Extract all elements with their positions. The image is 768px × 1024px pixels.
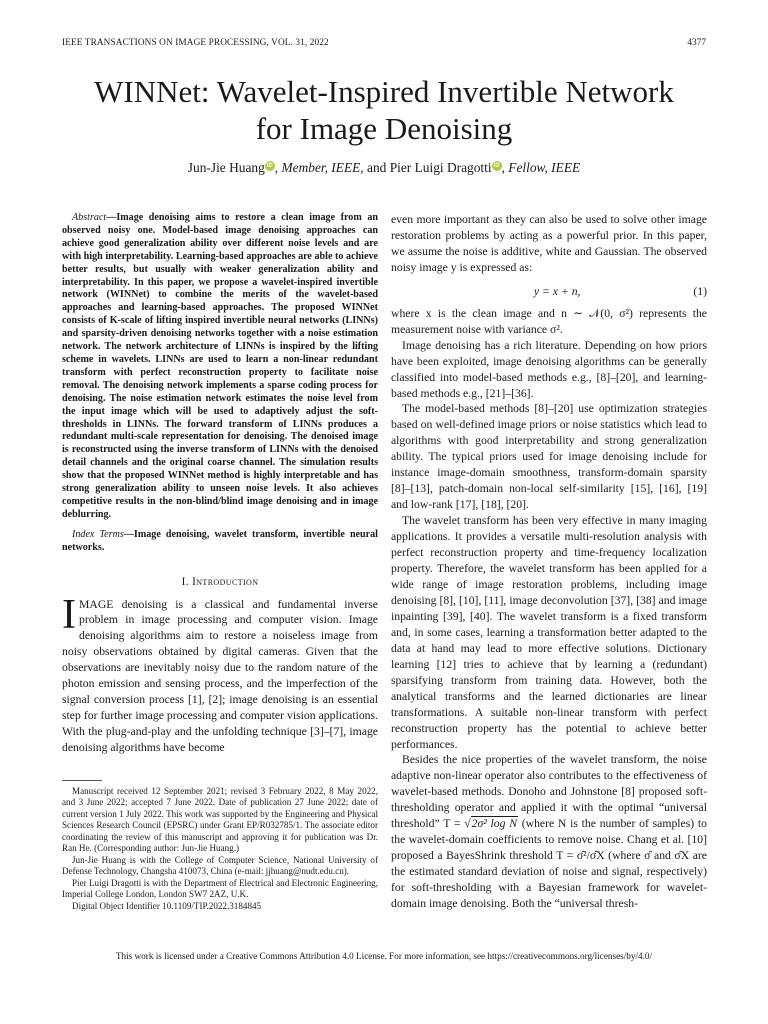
abstract-label: Abstract (72, 212, 107, 223)
index-terms-text: Image denoising, wavelet transform, invertible neural networks. (62, 528, 378, 553)
section-title: Introduction (192, 575, 259, 588)
title-line-1: WINNet: Wavelet-Inspired Invertible Network (94, 74, 674, 109)
left-column (62, 212, 378, 756)
footnotes (62, 786, 378, 912)
footnote-rule (62, 780, 102, 781)
body-paragraph-6-a: Besides the nice properties of the wavelet transform, the noise adaptive non-linear operator also contributes to the effectiveness of wavelet-based methods. Donoho and Johnstone [8] proposed soft-thresholding operator and applied it with the optimal “universal threshold” T = (391, 753, 707, 831)
equation-number: (1) (693, 284, 707, 298)
running-header-journal: IEEE TRANSACTIONS ON IMAGE PROCESSING, VOL. 31, 2022 (62, 38, 329, 48)
body-paragraph-5: The wavelet transform has been very effective in many imaging applications. It provides a versatile multi-resolution analysis with perfect reconstruction property and time-frequency localization property. Therefore, the wavelet transform has been applied for a wide range of image restoration problems, including image denoising [8], [10], [11], image deconvolution [37], [38] and image inpainting [39], [40]. The wavelet transform is a fixed transform and, in some cases, learning a transformation better adapted to the data at hand may lead to more effective solutions. Dictionary learning [12] tries to achieve that by learning a (redundant) sparsifying transform from training data. However, both the analytical transforms and the learned dictionaries are linear transformations. A suitable non-linear transform with perfect reconstruction property has the potential to achieve better performances. (391, 514, 707, 751)
body-paragraph-3: Image denoising has a rich literature. Depending on how priors have been exploited, image denoising algorithms can be generally classified into model-based methods e.g., [8]–[20], and learning-based methods e.g., [21]–[36]. (391, 338, 707, 400)
abstract: Abstract—Image denoising aims to restore a clean image from an observed noisy one. Model-based image denoising approaches can achieve good generalization ability over different noise levels and are with high interpretability. Learning-based approaches are able to achieve better results, but usually with weaker generalization ability and interpretability. In this paper, we propose a wavelet-inspired invertible network (WINNet) to combine the merits of the wavelet-based approaches and learning-based approaches. The proposed WINNet consists of K-scale of lifting inspired invertible neural networks (LINNs) and sparsity-driven denoising networks together with a noise estimation network. The network architecture of LINNs is inspired by the lifting scheme in wavelets. LINNs are used to learn a non-linear redundant transform with perfect reconstruction property to facilitate noise removal. The denoising network implements a sparse coding process for denoising. The noise estimation network estimates the noise level from the input image which will be used to adaptively adjust the soft-thresholds in LINNs. The forward transform of LINNs produces a redundant multi-scale representation for denoising. The denoised image is reconstructed using the inverse transform of LINNs with the denoised detail channels and the original coarse channel. The simulation results show that the proposed WINNet method is highly interpretable and has strong generalization ability to unseen noise levels. It also achieves competitive results in the non-blind/blind image denoising and in image deblurring. (62, 212, 378, 520)
author-1-name: Jun-Jie Huang (187, 160, 265, 175)
footnote-manuscript: Manuscript received 12 September 2021; revised 3 February 2022, 8 May 2022, and 3 June 2022; accepted 7 June 2022. Date of publication 27 June 2022; date of current version 1 July 2022. This work was supported by the Engineering and Physical Sciences Research Council (EPSRC) under Grant EP/R032785/1. The associate editor coordinating the review of this manuscript and approving it for publication was Dr. Ran He. (Corresponding author: Jun-Jie Huang.) (62, 786, 378, 854)
paper-title (0, 73, 768, 147)
index-terms-label: Index Terms (72, 528, 124, 540)
author-1-role: , Member, IEEE, (274, 160, 364, 175)
author-2-role: , Fellow, IEEE (501, 160, 581, 175)
index-terms: Index Terms—Image denoising, wavelet transform, invertible neural networks. (62, 528, 378, 553)
title-line-2: for Image Denoising (255, 111, 513, 146)
right-column (391, 212, 707, 912)
body-paragraph-4: The model-based methods [8]–[20] use optimization strategies based on well-defined image priors or noise statistics which lead to algorithms with good interpretability and strong generalization ability. The typical priors used for image denoising include for instance image-domain smoothness, transform-domain sparsity [8]–[13], patch-domain non-local self-similarity [15], [16], [19] and low-rank [17], [18], [20]. (391, 402, 707, 512)
orcid-icon[interactable]: iD (493, 162, 500, 169)
body-paragraph-2: where x is the clean image and n ∼ 𝒩(0, σ²) represents the measurement noise with variance σ². (391, 306, 707, 336)
footnote-doi: Digital Object Identifier 10.1109/TIP.2022.3184845 (72, 900, 262, 911)
author-separator: and (363, 160, 390, 175)
page-number: 4377 (687, 38, 706, 48)
author-line (0, 160, 768, 176)
section-number: I. (181, 575, 193, 588)
footnote-author-1: Jun-Jie Huang is with the College of Computer Science, National University of Defense Technology, Changsha 410073, China (e-mail: jjhuang@nudt.edu.cn). (62, 854, 378, 877)
equation-1 (391, 284, 707, 300)
intro-paragraph (62, 591, 378, 757)
license-notice: This work is licensed under a Creative Commons Attribution 4.0 License. For more information, see https://creativecommons.org/licenses/by/4.0/ (115, 951, 653, 961)
orcid-icon[interactable]: iD (266, 162, 273, 169)
equation-body: y = x + n, (533, 284, 581, 298)
body-paragraph-1: even more important as they can also be used to solve other image restoration problems by acting as a powerful prior. In this paper, we assume the noise is additive, white and Gaussian. The observed noisy image y is expressed as: (391, 213, 707, 274)
section-heading (62, 575, 378, 591)
footnote-author-2: Pier Luigi Dragotti is with the Department of Electrical and Electronic Engineering, Imperial College London, London SW7 2AZ, U.K. (62, 877, 378, 900)
abstract-text: Image denoising aims to restore a clean image from an observed noisy one. Model-based image denoising approaches can achieve good generalization ability over different noise levels and are with high interpretability. Learning-based approaches are able to achieve better results, but usually with weaker generalization ability and interpretability. In this paper, we propose a wavelet-inspired invertible network (WINNet) to combine the merits of the wavelet-based approaches and learning-based approaches. The proposed WINNet consists of K-scale of lifting inspired invertible neural networks (LINNs) and sparsity-driven denoising networks together with a noise estimation network. The network architecture of LINNs is inspired by the lifting scheme in wavelets. LINNs are used to learn a non-linear redundant transform with perfect reconstruction property to facilitate noise removal. The denoising network implements a sparse coding process for denoising. The noise estimation network estimates the noise level from the input image which will be used to adaptively adjust the soft-thresholds in LINNs. The forward transform of LINNs produces a redundant multi-scale representation for denoising. The denoised image is reconstructed using the inverse transform of LINNs with the denoised detail channels and the original coarse channel. The simulation results show that the proposed WINNet method is highly interpretable and has strong generalization ability to unseen noise levels. It also achieves competitive results in the non-blind/blind image denoising and in image deblurring. (62, 212, 378, 520)
drop-cap: I (62, 591, 76, 638)
intro-text: MAGE denoising is a classical and fundamental inverse problem in image processing and computer vision. Image denoising algorithms aim to restore a noiseless image from noisy observations obtained by digital cameras. Given that the observations are inevitably noisy due to the random nature of the photon emission and sensing process, and the imperfection of the signal conversion process [1], [2]; image denoising is an essential step for further image processing and computer vision applications. With the plug-and-play and the unfolding technique [3]–[7], image denoising algorithms have become (62, 597, 378, 755)
author-2-name: Pier Luigi Dragotti (389, 160, 492, 175)
body-paragraph-6: Besides the nice properties of the wavelet transform, the noise adaptive non-linear operator also contributes to the effectiveness of wavelet-based methods. Donoho and Johnstone [8] proposed soft-thresholding operator and applied it with the optimal “universal threshold” T = √2σ² log N (where N is the number of samples) to the wavelet-domain coefficients to remove noise. Chang et al. [10] proposed a BayesShrink threshold T = σ̂²/σ̂X (where σ̂ and σ̂X are the estimated standard deviation of noise and signal, respectively) for soft-thresholding with a Bayesian framework for wavelet-domain image denoising. Both the “universal thresh- (391, 753, 708, 911)
body-paragraph-6-b: (where N is the number of samples) to the wavelet-domain coefficients to remove noise. Chang et al. [10] proposed a BayesShrink threshold T = σ̂²/σ̂X (where σ̂ and σ̂X are the estimated standard deviation of noise and signal, respectively) for soft-thresholding with a Bayesian framework for wavelet-domain image denoising. Both the “universal thresh- (391, 817, 708, 911)
universal-threshold-sqrt: 2σ² log N (471, 817, 517, 831)
